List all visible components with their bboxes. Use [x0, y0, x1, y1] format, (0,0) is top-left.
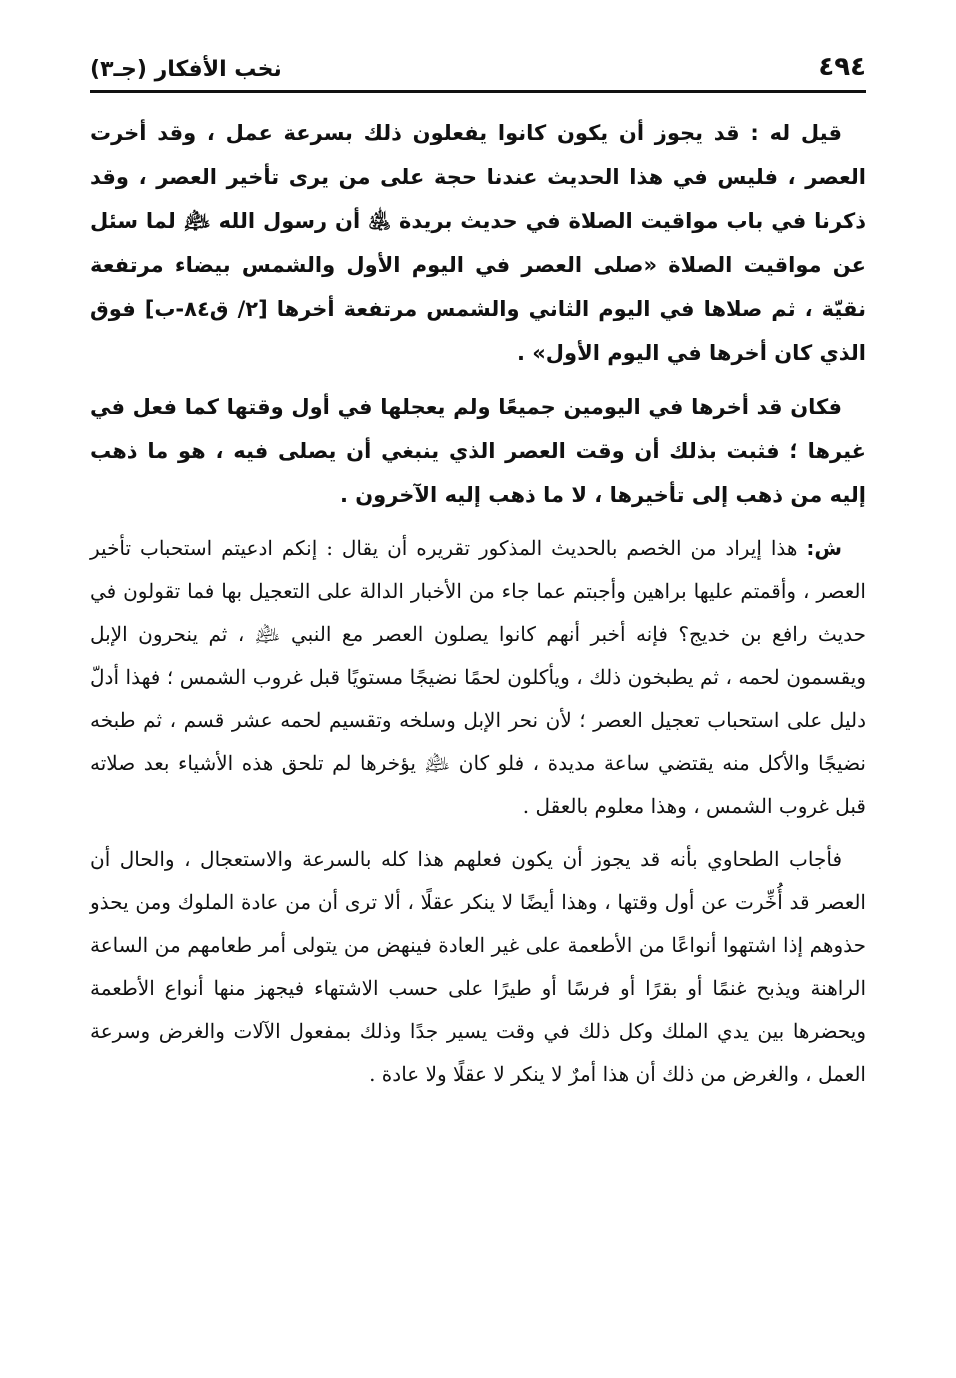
page-header — [90, 40, 866, 90]
page-number: ٤٩٤ — [818, 52, 866, 82]
header-rule — [90, 90, 866, 93]
book-title: نخب الأفكار (جـ٣) — [90, 57, 282, 82]
paragraph-text: قيل له : قد يجوز أن يكون كانوا يفعلون ذلك بسرعة عمل ، وقد أخرت العصر ، فليس في هذا الحديث عندنا حجة على من يرى تأخير العصر ، وقد ذكرنا في باب مواقيت الصلاة في حديث بريدة ﵁ أن رسول الله ﵇ لما سئل عن مواقيت الصلاة «صلى العصر في اليوم الأول والشمس بيضاء مرتفعة نقيّة ، ثم صلاها في اليوم الثاني والشمس مرتفعة أخرها [٢/ ق٨٤-ب] فوق الذي كان أخرها في اليوم الأول» . — [90, 121, 866, 365]
paragraph-answer — [90, 111, 866, 375]
paragraph-tahawi-reply — [90, 838, 866, 1096]
commentary-marker: ش: — [806, 536, 842, 560]
paragraph-commentary — [90, 527, 866, 828]
page-body — [90, 111, 866, 1096]
paragraph-conclusion — [90, 385, 866, 517]
paragraph-text: فكان قد أخرها في اليومين جميعًا ولم يعجلها في أول وقتها كما فعل في غيرها ؛ فثبت بذلك أن وقت العصر الذي ينبغي أن يصلى فيه ، هو ما ذهب إليه من ذهب إلى تأخيرها ، لا ما ذهب إليه الآخرون . — [90, 395, 866, 507]
paragraph-text: فأجاب الطحاوي بأنه قد يجوز أن يكون فعلهم هذا كله بالسرعة والاستعجال ، والحال أن العصر قد أُخِّرت عن أول وقتها ، وهذا أيضًا لا ينكر عقلًا ، ألا ترى أن من عادة الملوك ومن يحذو حذوهم إذا اشتهوا أنواعًا من الأطعمة على غير العادة فينهض من يتولى أمر طعامهم من الساعة الراهنة ويذبح غنمًا أو بقرًا أو فرسًا أو طيرًا على حسب الاشتهاء فيجهز منها أنواع الأطعمة ويحضرها بين يدي الملك وكل ذلك في وقت يسير جدًا وذلك بمفعول الآلات والغرض وسرعة العمل ، والغرض من ذلك أن هذا أمرٌ لا ينكر لا عقلًا ولا عادة . — [90, 847, 866, 1086]
book-page — [90, 40, 866, 1350]
paragraph-text: هذا إيراد من الخصم بالحديث المذكور تقريره أن يقال : إنكم ادعيتم استحباب تأخير العصر ، وأقمتم عليها براهين وأجبتم عما جاء من الأخبار الدالة على التعجيل بها فما تقولون في حديث رافع بن خديج؟ فإنه أخبر أنهم كانوا يصلون العصر مع النبي ﵇ ، ثم ينحرون الإبل ويقسمون لحمه ، ثم يطبخون ذلك ، ويأكلون لحمًا نضيجًا مستويًا قبل غروب الشمس ؛ فهذا أدلّ دليل على استحباب تعجيل العصر ؛ لأن نحر الإبل وسلخه وتقسيم لحمه عشر قسم ، ثم طبخه نضيجًا والأكل منه يقتضي ساعة مديدة ، فلو كان ﵇ يؤخرها لم تلحق هذه الأشياء بعد صلاته قبل غروب الشمس ، وهذا معلوم بالعقل . — [90, 536, 866, 818]
